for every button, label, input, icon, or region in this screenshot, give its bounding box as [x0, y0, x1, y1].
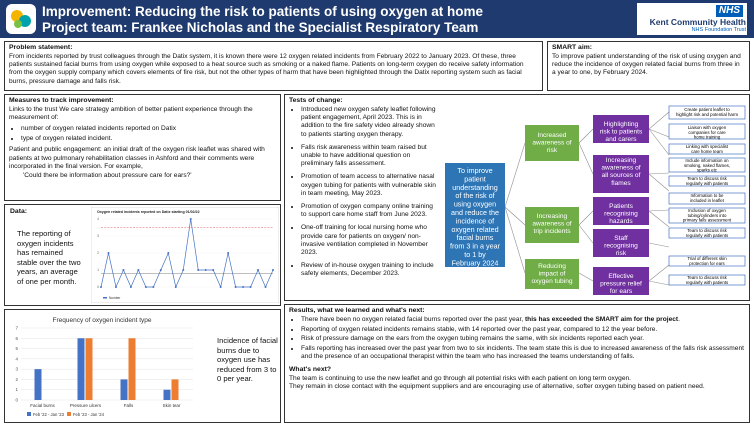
logo-icon — [6, 4, 36, 34]
svg-text:Staffrecognisingrisk: Staff recognising risk — [604, 235, 638, 258]
driver-diagram — [443, 95, 749, 300]
result-item: • Falls reporting has increased over the past year from two to six incidents. The team state this is due to increased awareness of the falls risk assessment and the presence of an occupational therapist within the team who has increased the teams understanding of falls. — [301, 345, 745, 361]
incident-type-box — [4, 309, 281, 423]
bar-chart-title: Frequency of oxygen incident type — [52, 317, 152, 324]
bar-legend-b: Feb '23 - Jan '24 — [73, 412, 104, 417]
run-point — [265, 286, 267, 288]
run-point — [107, 252, 109, 254]
smart-text: To improve patient understanding of the risk of using oxygen and reduce the incidence of oxygen related facial burns from three in a year to one, by February 2024. — [552, 53, 741, 77]
run-point — [115, 286, 117, 288]
test-item: • Promotion of oxygen company online training to support care home staff from June 2023. — [301, 203, 439, 219]
run-point — [235, 286, 237, 288]
bar — [172, 379, 179, 400]
run-point — [130, 286, 132, 288]
run-point — [160, 269, 162, 271]
next-text-2: They remain in close contact with the equipment suppliers and are encouraging use of alternative, softer oxygen tubing based on patient need. — [289, 382, 705, 390]
bar — [35, 369, 42, 400]
bar-x-label: Facial burns — [30, 403, 55, 408]
svg-text:Increasingawareness ofall sour: Increasing awareness of all sources of flames — [601, 157, 641, 187]
org-name: Kent Community Health — [649, 17, 746, 27]
svg-text:Team to discuss riskregularly: Team to discuss risk regularly with patients — [685, 228, 729, 238]
bar-y-tick: 3 — [15, 366, 18, 372]
run-y-tick: 0 — [97, 285, 99, 289]
run-point — [212, 269, 214, 271]
measure-item: • type of oxygen related incident. — [21, 135, 276, 143]
bar-y-tick: 2 — [15, 376, 18, 382]
run-point — [167, 252, 169, 254]
problem-title: Problem statement: — [9, 44, 73, 51]
svg-text:Create patient leaflet tohighl: Create patient leaflet to highlight risk and potential harm — [676, 107, 738, 117]
bar-y-tick: 5 — [15, 346, 18, 352]
svg-text:Increasingawareness oftrip inc: Increasing awareness of trip incidents — [532, 213, 572, 236]
run-point — [197, 269, 199, 271]
bar-x-label: Skin tear — [162, 403, 181, 408]
measures-title: Measures to track improvement: — [9, 97, 114, 104]
svg-text:Linking with specialistcare ho: Linking with specialist care home team — [685, 144, 729, 154]
run-y-tick: 2 — [97, 251, 99, 255]
measures-intro: Links to the trust We care strategy ambition of better patient experience through the measurement of: — [9, 106, 253, 122]
run-point — [190, 218, 192, 220]
svg-text:Reducingimpact ofoxygen tubing: Reducing impact of oxygen tubing — [531, 263, 573, 286]
project-team: Project team: Frankee Nicholas and the Specialist Respiratory Team — [42, 20, 479, 35]
data-text: The reporting of oxygen incidents has remained stable over the two years, an average of one per month. — [17, 229, 81, 286]
svg-text:Effectivepressure relieffor ea: Effective pressure relief for ears — [600, 273, 642, 296]
bar — [78, 338, 85, 400]
results-box — [284, 304, 750, 423]
test-item: • One-off training for local nursing home who provide care for patients on oxygen/ non-invasive ventilation completed in November 2023. — [301, 224, 439, 257]
svg-text:Information to beincluded in l: Information to be included in leaflet — [690, 193, 724, 203]
incident-type-chart — [7, 312, 197, 420]
run-point — [227, 252, 229, 254]
result-item: • Reporting of oxygen related incidents remains stable, with 14 reported over the past year, compared to 12 the year before. — [301, 326, 745, 334]
measure-item: • number of oxygen related incidents reported on Datix — [21, 125, 276, 133]
test-item: • Review of in-house oxygen training to include safety elements, December 2023. — [301, 262, 439, 278]
results-title: Results, what we learned and what's next: — [289, 307, 425, 314]
run-point — [145, 286, 147, 288]
engagement-text: Patient and public engagement: an initial draft of the oxygen risk leaflet was shared with patients at two pulmonary rehabilitation classes in Ashford and their comments were incorporated in the final version. For example, — [9, 146, 265, 170]
nhs-logo — [636, 2, 748, 36]
run-point — [175, 286, 177, 288]
bar-x-label: Pressure ulcers — [69, 403, 102, 408]
poster-title: Improvement: Reducing the risk to patients of using oxygen at home — [42, 4, 484, 19]
bar — [164, 390, 171, 400]
smart-title: SMART aim: — [552, 44, 593, 51]
bar-x-label: Falls — [123, 403, 134, 408]
run-point — [272, 269, 274, 271]
test-item: • Introduced new oxygen safety leaflet following patient engagement, April 2023. This is in addition to the fire safety video already shown to patients starting oxygen therapy. — [301, 106, 439, 139]
run-point — [182, 269, 184, 271]
run-point — [220, 286, 222, 288]
result-item: • There have been no oxygen related facial burns reported over the past year, this has exceeded the SMART aim for the project. — [301, 316, 745, 324]
run-point — [137, 269, 139, 271]
svg-text:Increasedawareness ofrisk: Increased awareness of risk — [532, 132, 572, 155]
problem-text: From incidents reported by trust colleagues through the Datix system, it is known there were 12 oxygen related incidents from February 2022 to January 2023. Of these, three patients sustained facial burns from using oxygen while exposed to a heat source such as smoking or a naked flame. Patients on long-term oxygen do receive safety information from the oxygen supply company which covers elements of fire risk, but not the other types of harm that have been highlighted through the Datix reporting system such as facial burns, pressure damage and falls risk. — [9, 53, 524, 85]
bar-y-tick: 1 — [15, 387, 18, 393]
bar-y-tick: 7 — [15, 325, 18, 331]
test-item: • Falls risk awareness within team raised but unable to have additional question on preliminary falls assessment. — [301, 144, 439, 169]
run-point — [205, 269, 207, 271]
svg-text:To improvepatientunderstanding: To improve patient understanding of the risk of using oxygen and reduce the incidence of oxygen related facial burns from 3 in a year to 1 by February 2024 — [450, 166, 500, 268]
run-chart — [91, 207, 279, 303]
run-point — [122, 269, 124, 271]
next-text-1: The team is continuing to use the new leaflet and go through all potential risks with each patient on long term oxygen. — [289, 374, 631, 382]
bar-y-tick: 6 — [15, 335, 18, 341]
test-item: • Promotion of team access to alternative nasal oxygen tubing for patients with vulnerable skin in team meeting, May 2023. — [301, 173, 439, 198]
engagement-quote: 'Could there be information about pressure care for ears?' — [23, 171, 192, 179]
bar — [121, 379, 128, 400]
run-chart-legend: Number — [109, 296, 121, 300]
run-y-tick: 4 — [97, 217, 99, 221]
result-item: • Risk of pressure damage on the ears from the oxygen tubing remains the same, with six incidents reported each year. — [301, 335, 745, 343]
svg-text:Team to discuss riskregularly: Team to discuss risk regularly with patients — [685, 176, 729, 186]
bar — [86, 338, 93, 400]
svg-text:Inclusion of oxygentubing/cyli: Inclusion of oxygen tubing/cylinders into primary falls assessment — [682, 208, 732, 223]
run-point — [242, 286, 244, 288]
svg-text:Trial of different skinprotect: Trial of different skin protection for ears — [687, 256, 727, 266]
tests-title: Tests of change: — [289, 97, 343, 104]
org-trust: NHS Foundation Trust — [691, 27, 746, 33]
svg-text:Include information onsmoking,: Include information on smoking, naked flames, sparks etc — [683, 158, 731, 173]
run-point — [257, 269, 259, 271]
nhs-badge: NHS — [716, 5, 743, 17]
svg-text:Liaison with oxygencompanies f: Liaison with oxygen companies for care home training — [687, 125, 727, 140]
problem-statement-box — [4, 41, 543, 91]
run-point — [100, 286, 102, 288]
run-point — [152, 286, 154, 288]
bar-y-tick: 4 — [15, 356, 18, 362]
bar-legend-a: Feb '22 - Jan '23 — [33, 412, 64, 417]
bar — [129, 338, 136, 400]
burns-note: Incidence of facial burns due to oxygen use has reduced from 3 to 0 per year. — [217, 336, 278, 384]
measures-box — [4, 94, 281, 201]
tests-of-change-box — [284, 94, 750, 301]
data-box — [4, 204, 281, 306]
svg-text:Team to discuss riskregularly: Team to discuss risk regularly with patients — [685, 275, 729, 285]
data-title: Data: — [10, 208, 27, 215]
run-y-tick: 1 — [97, 268, 99, 272]
svg-text:Highlightingrisk to patientsan: Highlighting risk to patients and carers — [599, 121, 643, 144]
svg-text:Patientsrecognisinghazards: Patients recognising hazards — [604, 203, 638, 226]
run-y-tick: 3 — [97, 234, 99, 238]
bar-y-tick: 0 — [15, 397, 18, 403]
header-banner — [0, 0, 754, 38]
next-title: What's next? — [289, 365, 332, 373]
run-point — [250, 286, 252, 288]
run-chart-title: Oxygen related incidents reported on Datix starting 01/02/22 — [97, 210, 200, 214]
smart-aim-box — [547, 41, 750, 91]
